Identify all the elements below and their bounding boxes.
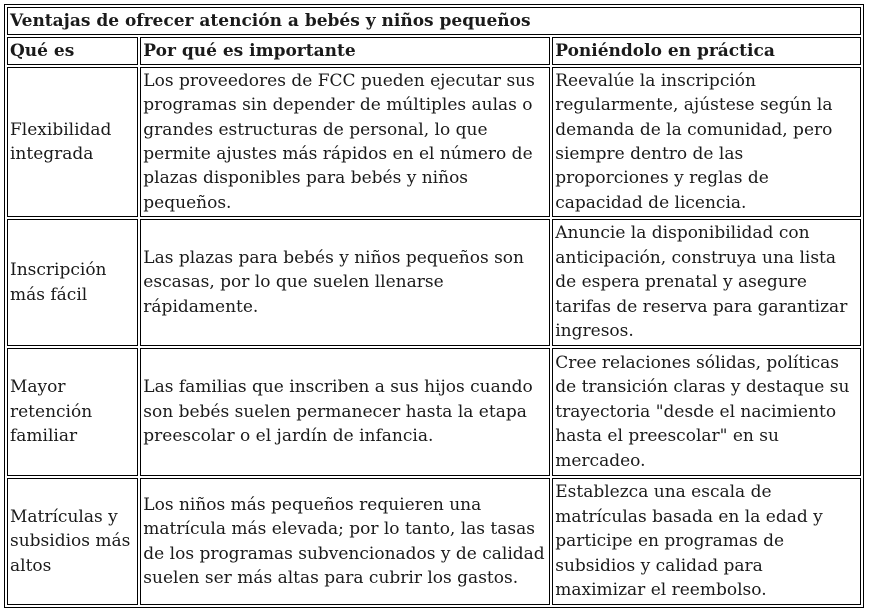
- cell-why: Los niños más pequeños requieren una matrícula más elevada; por lo tanto, las tasas de los programas subvencionados y de calidad suelen ser más altas para cubrir los gastos.: [140, 478, 550, 605]
- cell-why: Las plazas para bebés y niños pequeños son escasas, por lo que suelen llenarse rápidamente.: [140, 219, 550, 346]
- benefits-table-container: [4, 4, 864, 608]
- header-why: Por qué es importante: [140, 37, 550, 65]
- cell-what: Flexibilidad integrada: [7, 67, 138, 217]
- benefits-table: [4, 4, 864, 608]
- table-row: [7, 348, 861, 476]
- cell-what: Inscripción más fácil: [7, 219, 138, 346]
- cell-what: Matrículas y subsidios más altos: [7, 478, 138, 605]
- cell-why: Los proveedores de FCC pueden ejecutar sus programas sin depender de múltiples aulas o grandes estructuras de personal, lo que permite ajustes más rápidos en el número de plazas disponibles para bebés y niños pequeños.: [140, 67, 550, 217]
- cell-what: Mayor retención familiar: [7, 348, 138, 476]
- table-row: [7, 478, 861, 605]
- cell-why: Las familias que inscriben a sus hijos cuando son bebés suelen permanecer hasta la etapa preescolar o el jardín de infancia.: [140, 348, 550, 476]
- table-row: [7, 67, 861, 217]
- header-row: [7, 37, 861, 65]
- cell-practice: Reevalúe la inscripción regularmente, ajústese según la demanda de la comunidad, pero siempre dentro de las proporciones y reglas de capacidad de licencia.: [552, 67, 861, 217]
- header-what: Qué es: [7, 37, 138, 65]
- cell-practice: Cree relaciones sólidas, políticas de transición claras y destaque su trayectoria "desde el nacimiento hasta el preescolar" en su mercadeo.: [552, 348, 861, 476]
- cell-practice: Establezca una escala de matrículas basada en la edad y participe en programas de subsidios y calidad para maximizar el reembolso.: [552, 478, 861, 605]
- table-row: [7, 219, 861, 346]
- header-practice: Poniéndolo en práctica: [552, 37, 861, 65]
- cell-practice: Anuncie la disponibilidad con anticipación, construya una lista de espera prenatal y asegure tarifas de reserva para garantizar ingresos.: [552, 219, 861, 346]
- table-title: Ventajas de ofrecer atención a bebés y niños pequeños: [7, 7, 861, 35]
